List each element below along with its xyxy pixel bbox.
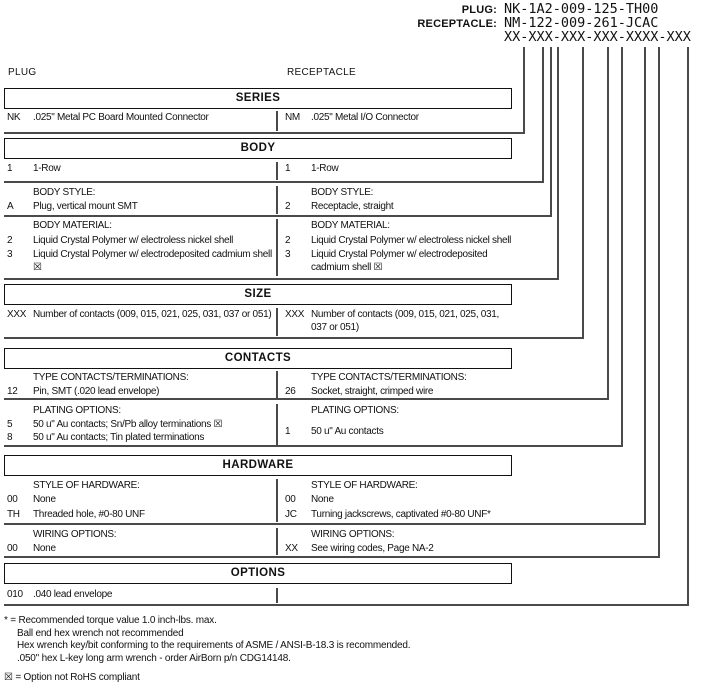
- body-material-plug-desc-2: Liquid Crystal Polymer w/ electrodeposited cadmium shell ☒: [33, 249, 272, 274]
- options-row: [4, 588, 512, 603]
- options-plug-code: 010: [7, 589, 23, 600]
- body-material-plug-label: BODY MATERIAL:: [33, 220, 112, 231]
- section-title-hardware: HARDWARE: [4, 455, 512, 476]
- hardware-style-plug-cell: [4, 479, 276, 522]
- body-material-receptacle-code-2: 3: [285, 249, 291, 261]
- contacts-plating-plug-label: PLATING OPTIONS:: [33, 405, 121, 416]
- series-plug-code: NK: [7, 112, 21, 123]
- hardware-wiring-receptacle-label: WIRING OPTIONS:: [311, 529, 395, 540]
- body-style-row: [4, 186, 512, 214]
- footnote-l-key: .050" hex L-key long arm wrench - order AirBorn p/n CDG14148.: [17, 652, 291, 664]
- contacts-type-plug-cell: [4, 371, 276, 398]
- receptacle-number-label: RECEPTACLE:: [417, 18, 497, 30]
- code-mask-row: [0, 31, 705, 45]
- footnote-torque: * = Recommended torque value 1.0 inch-lbs. max.: [4, 615, 217, 626]
- options-plug-desc: .040 lead envelope: [33, 589, 113, 600]
- contacts-type-receptacle-code: 26: [285, 385, 296, 397]
- contacts-plating-plug-desc-2: 50 u" Au contacts; Tin plated terminations: [33, 432, 205, 444]
- hardware-style-receptacle-label: STYLE OF HARDWARE:: [311, 480, 418, 491]
- contacts-type-receptacle-desc: Socket, straight, crimped wire: [311, 385, 434, 397]
- body-style-plug-code: A: [7, 201, 14, 212]
- series-receptacle-code: NM: [285, 112, 300, 123]
- contacts-type-row: [4, 371, 512, 398]
- hardware-style-receptacle-code-1: 00: [285, 494, 296, 506]
- body-material-row: [4, 219, 512, 276]
- plug-number-value: NK-1A2-009-125-TH00: [504, 1, 659, 17]
- hardware-style-row: [4, 479, 512, 522]
- column-label-receptacle: RECEPTACLE: [287, 67, 356, 78]
- footnotes: [4, 615, 410, 665]
- column-label-plug: PLUG: [8, 67, 37, 78]
- size-plug-cell: [4, 308, 276, 336]
- body-material-receptacle-cell: [276, 219, 512, 276]
- section-title-body: BODY: [4, 138, 512, 159]
- series-plug-cell: [4, 111, 276, 131]
- contacts-plating-row: [4, 404, 512, 445]
- contacts-type-plug-label: TYPE CONTACTS/TERMINATIONS:: [33, 372, 189, 383]
- size-plug-code: XXX: [7, 309, 27, 320]
- size-plug-desc: Number of contacts (009, 015, 021, 025, 031, 037 or 051): [33, 309, 272, 320]
- options-plug-cell: [4, 588, 276, 603]
- body-material-plug-desc-1: Liquid Crystal Polymer w/ electroless nickel shell: [33, 234, 234, 246]
- body-style-plug-cell: [4, 186, 276, 214]
- hardware-style-plug-code-1: 00: [7, 494, 18, 506]
- size-receptacle-code: XXX: [285, 309, 305, 320]
- hardware-style-plug-desc-2: Threaded hole, #0-80 UNF: [33, 508, 145, 520]
- body-row: [4, 162, 512, 180]
- body-material-plug-code-1: 2: [7, 234, 13, 246]
- body-style-plug-desc: Plug, vertical mount SMT: [33, 201, 138, 212]
- series-receptacle-cell: [276, 111, 512, 131]
- hardware-style-plug-desc-1: None: [33, 494, 56, 506]
- receptacle-number-value: NM-122-009-261-JCAC: [504, 15, 659, 31]
- footnote-rohs: ☒ = Option not RoHS compliant: [4, 672, 140, 683]
- contacts-plating-receptacle-desc: 50 u" Au contacts: [311, 425, 384, 437]
- body-row-plug-desc: 1-Row: [33, 163, 61, 174]
- body-style-receptacle-desc: Receptacle, straight: [311, 201, 394, 212]
- body-material-plug-code-2: 3: [7, 249, 13, 261]
- footnote-hex-key: Hex wrench key/bit conforming to the requirements of ASME / ANSI-B-18.3 is recommended.: [17, 640, 411, 651]
- section-title-series: SERIES: [4, 88, 512, 109]
- body-style-receptacle-code: 2: [285, 201, 291, 212]
- body-style-receptacle-cell: [276, 186, 512, 214]
- size-receptacle-cell: [276, 308, 512, 336]
- contacts-type-plug-desc: Pin, SMT (.020 lead envelope): [33, 385, 160, 397]
- body-material-receptacle-desc-1: Liquid Crystal Polymer w/ electroless nickel shell: [311, 234, 512, 246]
- series-row: [4, 111, 512, 131]
- part-number-block: [0, 3, 705, 45]
- section-title-contacts: CONTACTS: [4, 348, 512, 369]
- body-row-receptacle-cell: [276, 162, 512, 180]
- hardware-style-plug-label: STYLE OF HARDWARE:: [33, 480, 140, 491]
- code-mask-value: XX-XXX-XXX-XXX-XXXX-XXX: [504, 29, 691, 45]
- contacts-plating-receptacle-cell: [276, 404, 512, 445]
- contacts-plating-plug-cell: [4, 404, 276, 445]
- contacts-plating-plug-desc-1: 50 u" Au contacts; Sn/Pb alloy terminations ☒: [33, 418, 223, 430]
- hardware-wiring-plug-desc: None: [33, 542, 56, 554]
- contacts-plating-plug-code-1: 5: [7, 418, 13, 430]
- hardware-style-plug-code-2: TH: [7, 508, 20, 520]
- hardware-style-receptacle-code-2: JC: [285, 508, 297, 520]
- plug-number-label: PLUG:: [461, 4, 497, 16]
- body-material-receptacle-label: BODY MATERIAL:: [311, 220, 390, 231]
- size-row: [4, 308, 512, 336]
- contacts-type-receptacle-label: TYPE CONTACTS/TERMINATIONS:: [311, 372, 467, 383]
- body-material-plug-cell: [4, 219, 276, 276]
- body-row-receptacle-desc: 1-Row: [311, 163, 339, 174]
- body-row-plug-code: 1: [7, 163, 13, 174]
- body-style-receptacle-label: BODY STYLE:: [311, 187, 374, 198]
- body-material-receptacle-desc-2: Liquid Crystal Polymer w/ electrodeposited cadmium shell ☒: [311, 249, 488, 274]
- section-title-options: OPTIONS: [4, 563, 512, 584]
- hardware-wiring-plug-code: 00: [7, 542, 18, 554]
- options-receptacle-cell-empty: [276, 588, 512, 603]
- contacts-plating-receptacle-code: 1: [285, 425, 291, 437]
- contacts-plating-receptacle-label: PLATING OPTIONS:: [311, 405, 399, 416]
- contacts-type-receptacle-cell: [276, 371, 512, 398]
- body-style-plug-label: BODY STYLE:: [33, 187, 96, 198]
- body-row-plug-cell: [4, 162, 276, 180]
- series-receptacle-desc: .025" Metal I/O Connector: [311, 112, 419, 123]
- hardware-wiring-plug-cell: [4, 528, 276, 555]
- body-material-receptacle-code-1: 2: [285, 234, 291, 246]
- hardware-style-receptacle-desc-1: None: [311, 494, 334, 506]
- hardware-wiring-plug-label: WIRING OPTIONS:: [33, 529, 117, 540]
- contacts-plating-plug-code-2: 8: [7, 432, 13, 444]
- hardware-style-receptacle-desc-2: Turning jackscrews, captivated #0-80 UNF*: [311, 508, 491, 520]
- hardware-wiring-receptacle-cell: [276, 528, 512, 555]
- hardware-style-receptacle-cell: [276, 479, 512, 522]
- hardware-wiring-receptacle-code: XX: [285, 542, 298, 554]
- footnote-ball-end: Ball end hex wrench not recommended: [17, 627, 184, 639]
- body-row-receptacle-code: 1: [285, 163, 291, 174]
- hardware-wiring-receptacle-desc: See wiring codes, Page NA-2: [311, 542, 434, 554]
- contacts-type-plug-code: 12: [7, 385, 18, 397]
- section-title-size: SIZE: [4, 284, 512, 305]
- hardware-wiring-row: [4, 528, 512, 555]
- series-plug-desc: .025" Metal PC Board Mounted Connector: [33, 112, 209, 123]
- size-receptacle-desc: Number of contacts (009, 015, 021, 025, 031, 037 or 051): [311, 309, 500, 333]
